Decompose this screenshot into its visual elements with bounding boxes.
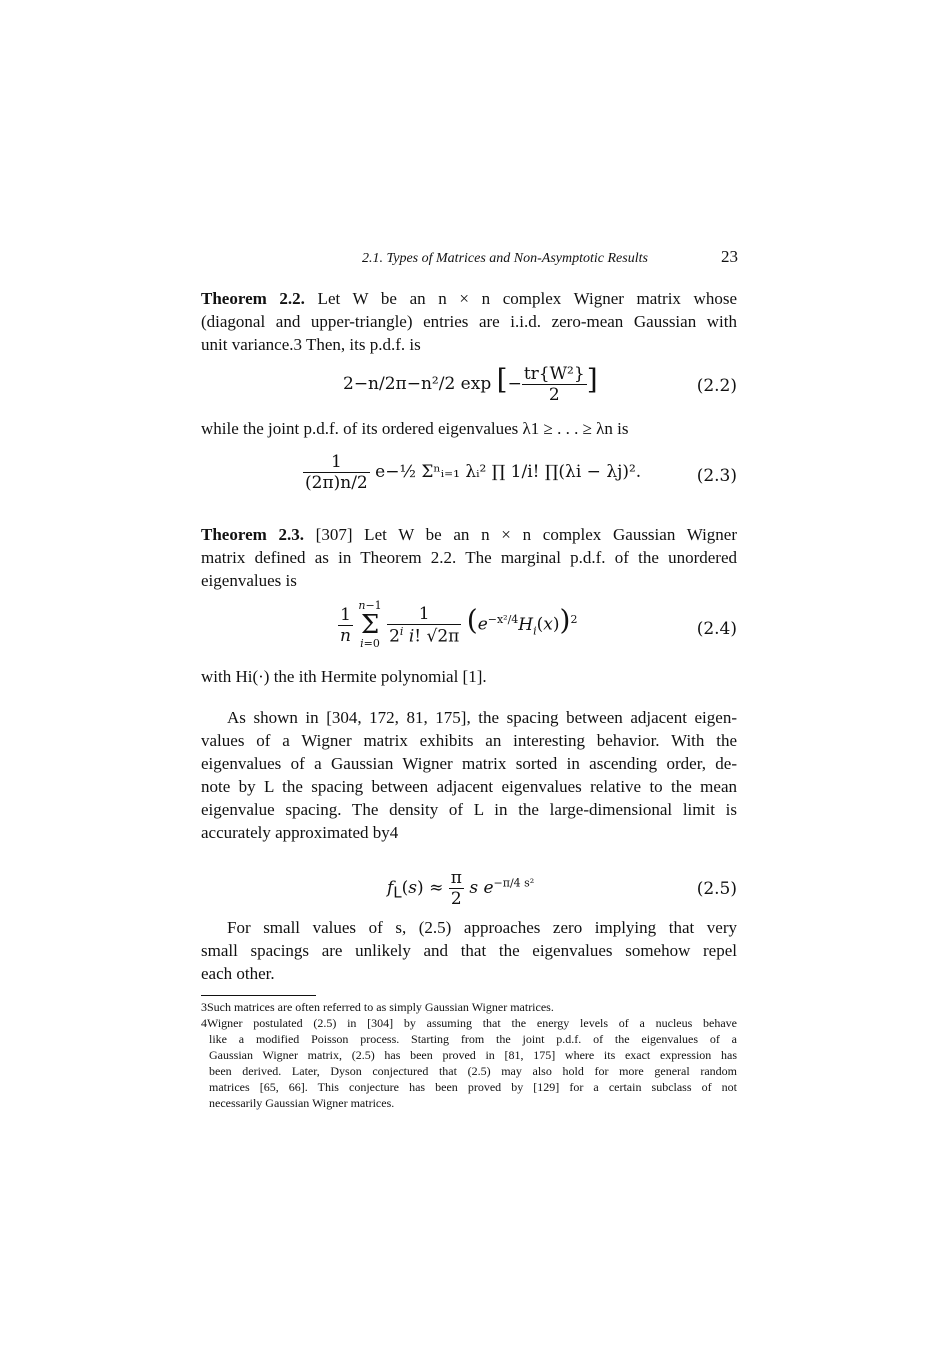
eq-denominator: 2 — [548, 385, 560, 405]
paragraph: As shown in [304, 172, 81, 175], the spacing between adjacent eigen- values of a Wigner matrix exhibits an interesting behavior. With the eigenvalues of a Gaussian Wigner matrix sorted in ascending order, de- note by L the spacing between adjacent eigenvalues relative to the mean eigenvalue spacing. The density of L in the large-dimensional limit is accurately approximated by4 — [201, 708, 737, 842]
eq-numerator: 1 — [303, 452, 370, 473]
running-title: 2.1. Types of Matrices and Non-Asymptotic Results — [362, 251, 648, 266]
theorem-label: Theorem 2.3. — [201, 525, 304, 544]
footnote-4: 4Wigner postulated (2.5) in [304] by assuming that the energy levels of a nucleus behave like a modified Poisson process. Starting from the joint p.d.f. of the eigenvalues of a Gaussian Wigner matrix, (2.5) has been proved in [81, 175] where its exact expression has been derived. Later, Dyson conjectured that (2.5) may also hold for more general random matrices [65, 66]. This conjecture has been proved by [129] for a certain subclass of not necessarily Gaussian Wigner matrices. — [201, 1016, 737, 1110]
eq-denominator: (2π)n/2 — [305, 473, 368, 493]
theorem-text: eigenvalues is — [201, 571, 297, 590]
theorem-text: Let W be an n × n complex Wigner matrix whose — [304, 289, 737, 308]
theorem-label: Theorem 2.2. — [201, 289, 305, 308]
eq-body: e−½ Σⁿᵢ₌₁ λᵢ² ∏ 1/i! ∏(λi − λj)². — [375, 462, 642, 482]
equation-2-5: $f_L(s)$ ≈ $\frac{\pi}{2}$ s $e^{-\pi/4 s^2}$ — [387, 868, 535, 909]
footnote-rule — [201, 995, 316, 996]
body-text: with Hi(·) the ith Hermite polynomial [1]. — [201, 667, 487, 686]
paragraph: For small values of s, (2.5) approaches zero implying that very small spacings are unlikely and that the eigenvalues somehow repel each other. — [201, 918, 737, 983]
equation-2-4: $\frac{1}{n}$ n−1 Σ i=0 $\frac{1}{2^i i! √2\pi}$ $(e^{-x^2/4}H_i(x))^2$ — [340, 599, 578, 650]
theorem-text: [307] Let W be an n × n complex Gaussian Wigner — [303, 525, 737, 544]
running-header — [362, 247, 738, 270]
equation-number: (2.5) — [696, 879, 737, 899]
equation-2-2: 2−n/2π−n²/2 exp [− $\frac{\text{tr\{W²\}}}{2}$ ] — [343, 363, 598, 405]
theorem-2-3 — [201, 523, 737, 592]
body-text: while the joint p.d.f. of its ordered eigenvalues λ1 ≥ . . . ≥ λn is — [201, 419, 629, 438]
equation-2-3 — [303, 452, 641, 493]
eq-lhs: 2−n/2π−n²/2 exp — [343, 374, 492, 394]
theorem-2-2 — [201, 287, 737, 356]
theorem-text: unit variance.3 Then, its p.d.f. is — [201, 335, 421, 354]
equation-number: (2.4) — [696, 619, 737, 639]
eq-numerator: tr{W²} — [523, 364, 585, 384]
page-number: 23 — [721, 247, 738, 266]
footnote-3: 3Such matrices are often referred to as simply Gaussian Wigner matrices. — [201, 1000, 554, 1014]
equation-number: (2.2) — [696, 376, 737, 396]
theorem-text: (diagonal and upper-triangle) entries are i.i.d. zero-mean Gaussian with — [201, 312, 737, 331]
theorem-text: matrix defined as in Theorem 2.2. The marginal p.d.f. of the unordered — [201, 548, 737, 567]
equation-number: (2.3) — [696, 466, 737, 486]
